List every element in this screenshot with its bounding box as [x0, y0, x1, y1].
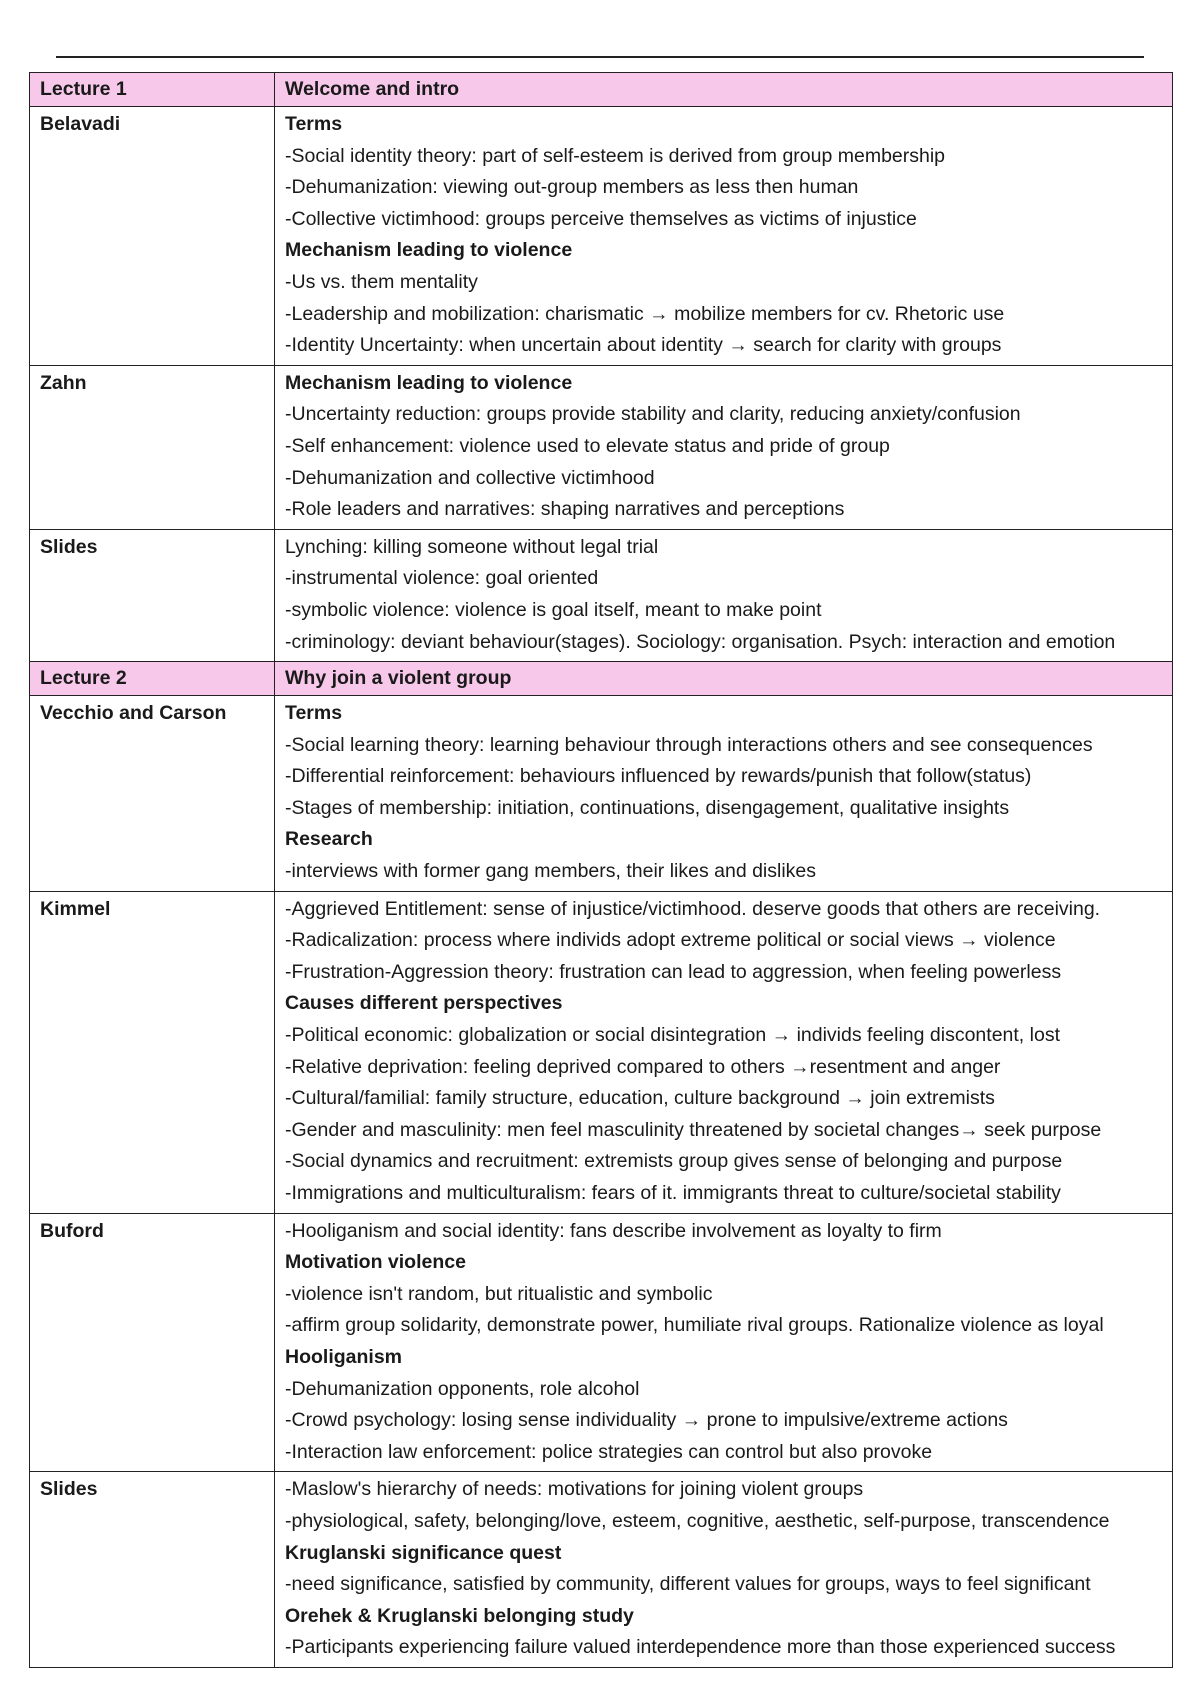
notes-line: -Gender and masculinity: men feel masculinity threatened by societal changes→ seek purpose [285, 1118, 1102, 1141]
source-notes [275, 1472, 1173, 1668]
source-name: Vecchio and Carson [30, 696, 275, 892]
source-notes [275, 696, 1173, 892]
source-notes [275, 891, 1173, 1213]
lecture-header-row [30, 662, 1173, 696]
notes-line: -Dehumanization: viewing out-group members as less then human [285, 176, 859, 199]
source-row [30, 1213, 1173, 1472]
lecture-number: Lecture 2 [30, 662, 275, 696]
notes-subheading: Terms [285, 702, 343, 725]
source-row [30, 365, 1173, 529]
lecture-notes-body [30, 73, 1173, 1668]
notes-line: -Uncertainty reduction: groups provide stability and clarity, reducing anxiety/confusion [285, 403, 1021, 426]
notes-line: Lynching: killing someone without legal trial [285, 535, 659, 558]
source-row [30, 1472, 1173, 1668]
notes-line: -Cultural/familial: family structure, education, culture background → join extremists [285, 1087, 995, 1110]
lecture-title: Why join a violent group [275, 662, 1173, 696]
notes-line: -Political economic: globalization or social disintegration → individs feeling discontent, lost [285, 1024, 1060, 1047]
source-name: Slides [30, 529, 275, 661]
notes-line: -interviews with former gang members, their likes and dislikes [285, 860, 817, 883]
notes-subheading: Mechanism leading to violence [285, 239, 573, 262]
notes-subheading: Research [285, 828, 373, 851]
source-name: Kimmel [30, 891, 275, 1213]
lecture-header-row [30, 73, 1173, 107]
source-row [30, 696, 1173, 892]
notes-line: -instrumental violence: goal oriented [285, 567, 599, 590]
source-row [30, 891, 1173, 1213]
source-notes [275, 529, 1173, 661]
notes-line: -affirm group solidarity, demonstrate power, humiliate rival groups. Rationalize violence as loyal [285, 1314, 1104, 1337]
notes-line: -Dehumanization and collective victimhood [285, 466, 655, 489]
notes-subheading: Mechanism leading to violence [285, 371, 573, 394]
source-name: Zahn [30, 365, 275, 529]
notes-subheading: Motivation violence [285, 1251, 466, 1274]
notes-subheading: Orehek & Kruglanski belonging study [285, 1604, 634, 1627]
notes-line: -Self enhancement: violence used to elevate status and pride of group [285, 434, 890, 457]
notes-subheading: Kruglanski significance quest [285, 1541, 562, 1564]
notes-line: -Identity Uncertainty: when uncertain about identity → search for clarity with groups [285, 334, 1002, 357]
notes-line: -Us vs. them mentality [285, 270, 478, 293]
notes-line: -criminology: deviant behaviour(stages). Sociology: organisation. Psych: interaction and emotion [285, 630, 1116, 653]
notes-line: -Radicalization: process where individs adopt extreme political or social views → violence [285, 929, 1056, 952]
notes-line: -Participants experiencing failure valued interdependence more than those experienced success [285, 1636, 1116, 1659]
notes-line: -Immigrations and multiculturalism: fears of it. immigrants threat to culture/societal stability [285, 1182, 1061, 1204]
notes-line: -Social learning theory: learning behaviour through interactions others and see consequences [285, 733, 1093, 756]
notes-line: -Dehumanization opponents, role alcohol [285, 1377, 640, 1400]
notes-line: -Frustration-Aggression theory: frustration can lead to aggression, when feeling powerless [285, 960, 1062, 983]
notes-line: -Stages of membership: initiation, continuations, disengagement, qualitative insights [285, 796, 1010, 819]
top-rule [56, 56, 1144, 58]
source-row [30, 529, 1173, 661]
notes-line: -Crowd psychology: losing sense individuality → prone to impulsive/extreme actions [285, 1409, 1008, 1432]
notes-line: -Leadership and mobilization: charismatic → mobilize members for cv. Rhetoric use [285, 302, 1005, 325]
notes-line: -Maslow's hierarchy of needs: motivations for joining violent groups [285, 1478, 864, 1501]
source-name: Buford [30, 1213, 275, 1472]
notes-line: -Social identity theory: part of self-esteem is derived from group membership [285, 144, 946, 167]
notes-line: -Social dynamics and recruitment: extremists group gives sense of belonging and purpose [285, 1150, 1063, 1173]
notes-line: -violence isn't random, but ritualistic and symbolic [285, 1282, 713, 1305]
notes-line: -Hooliganism and social identity: fans describe involvement as loyalty to firm [285, 1219, 942, 1242]
notes-line: -physiological, safety, belonging/love, esteem, cognitive, aesthetic, self-purpose, transcendence [285, 1509, 1110, 1532]
notes-line: -Relative deprivation: feeling deprived compared to others →resentment and anger [285, 1055, 1001, 1078]
source-notes [275, 1213, 1173, 1472]
lecture-title: Welcome and intro [275, 73, 1173, 107]
source-name: Belavadi [30, 107, 275, 366]
notes-line: -need significance, satisfied by community, different values for groups, ways to feel significant [285, 1573, 1091, 1596]
notes-line: -Role leaders and narratives: shaping narratives and perceptions [285, 498, 845, 521]
source-name: Slides [30, 1472, 275, 1668]
source-notes [275, 107, 1173, 366]
source-row [30, 107, 1173, 366]
lecture-number: Lecture 1 [30, 73, 275, 107]
notes-subheading: Hooliganism [285, 1345, 403, 1368]
notes-line: -Differential reinforcement: behaviours influenced by rewards/punish that follow(status) [285, 765, 1032, 788]
notes-line: -Interaction law enforcement: police strategies can control but also provoke [285, 1440, 933, 1463]
notes-line: -Aggrieved Entitlement: sense of injustice/victimhood. deserve goods that others are receiving. [285, 897, 1101, 920]
notes-subheading: Causes different perspectives [285, 992, 563, 1015]
source-notes [275, 365, 1173, 529]
notes-line: -symbolic violence: violence is goal itself, meant to make point [285, 598, 822, 621]
lecture-notes-table [29, 72, 1173, 1668]
notes-line: -Collective victimhood: groups perceive themselves as victims of injustice [285, 207, 917, 230]
notes-subheading: Terms [285, 113, 343, 135]
